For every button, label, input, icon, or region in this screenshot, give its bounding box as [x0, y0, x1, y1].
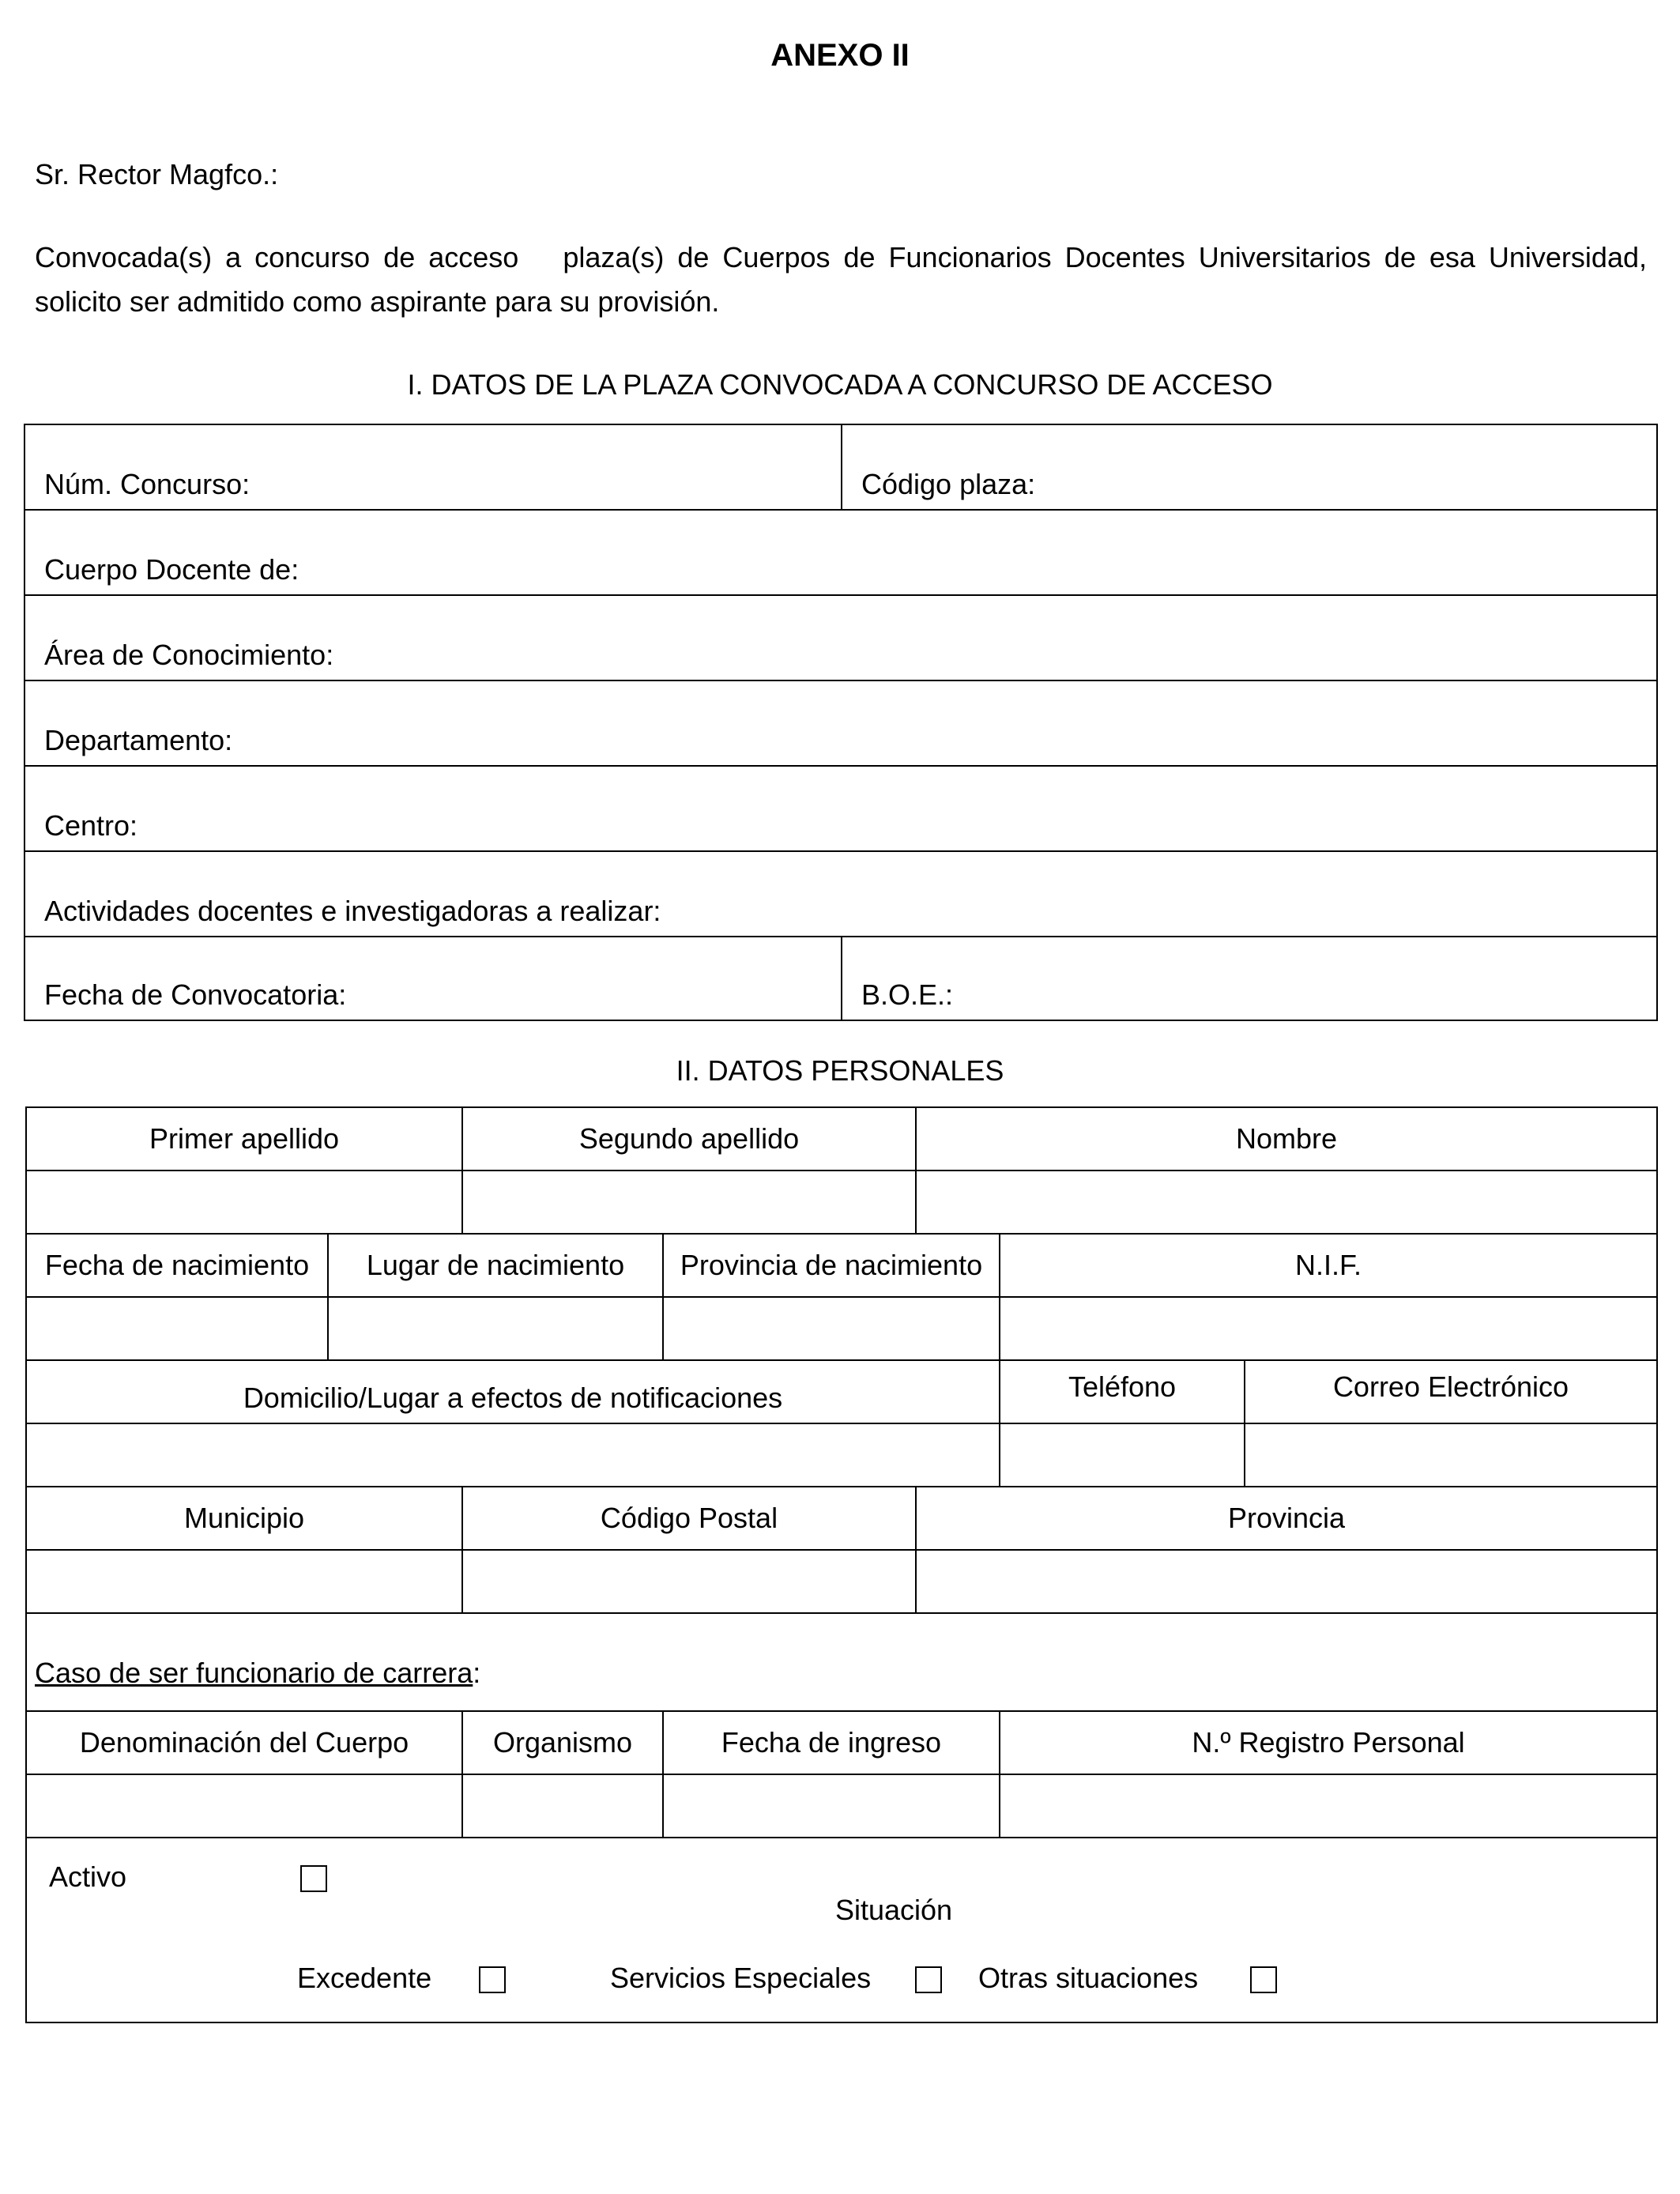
provincia-nacimiento-header: [664, 1235, 1000, 1298]
intro-part1: Convocada(s) a concurso de acceso: [35, 241, 519, 273]
otras-checkbox[interactable]: [1250, 1966, 1277, 1993]
codigo-postal-label: Código Postal: [600, 1502, 778, 1534]
segundo-apellido-header: [463, 1108, 917, 1171]
municipio-header: [27, 1487, 463, 1551]
caso-funcionario-colon: :: [473, 1657, 481, 1689]
fecha-convocatoria-label: Fecha de Convocatoria:: [44, 978, 347, 1011]
activo-checkbox[interactable]: [300, 1865, 327, 1892]
servicios-checkbox[interactable]: [915, 1966, 942, 1993]
actividades-label: Actividades docentes e investigadoras a realizar:: [44, 895, 661, 927]
section2-form: [25, 1106, 1658, 2023]
denominacion-label: Denominación del Cuerpo: [79, 1726, 409, 1759]
cuerpo-docente-label: Cuerpo Docente de:: [44, 553, 299, 586]
actividades-field[interactable]: [25, 852, 1656, 937]
servicios-label: Servicios Especiales: [610, 1962, 872, 1994]
segundo-apellido-input[interactable]: [463, 1171, 917, 1235]
correo-input[interactable]: [1245, 1424, 1656, 1487]
registro-input[interactable]: [1000, 1775, 1656, 1838]
fecha-ingreso-header: [664, 1712, 1000, 1775]
nombre-input[interactable]: [917, 1171, 1656, 1235]
registro-label: N.º Registro Personal: [1192, 1726, 1465, 1759]
fecha-ingreso-label: Fecha de ingreso: [721, 1726, 942, 1759]
lugar-nacimiento-input[interactable]: [329, 1298, 664, 1361]
domicilio-label: Domicilio/Lugar a efectos de notificaciones: [243, 1382, 783, 1414]
domicilio-header: [27, 1361, 1000, 1424]
cuerpo-docente-field[interactable]: [25, 511, 1656, 596]
primer-apellido-input[interactable]: [27, 1171, 463, 1235]
fecha-convocatoria-field[interactable]: [25, 937, 842, 1020]
num-concurso-field[interactable]: [25, 425, 842, 511]
num-concurso-label: Núm. Concurso:: [44, 468, 250, 500]
domicilio-input[interactable]: [27, 1424, 1000, 1487]
activo-label: Activo: [49, 1860, 127, 1893]
fecha-nacimiento-header: [27, 1235, 329, 1298]
intro-paragraph: [35, 236, 1647, 324]
denominacion-input[interactable]: [27, 1775, 463, 1838]
document-title: ANEXO II: [770, 38, 910, 73]
organismo-label: Organismo: [492, 1726, 633, 1759]
salutation: Sr. Rector Magfco.:: [35, 158, 279, 190]
fecha-ingreso-input[interactable]: [664, 1775, 1000, 1838]
centro-field[interactable]: [25, 767, 1656, 852]
fecha-nacimiento-label: Fecha de nacimiento: [44, 1249, 310, 1281]
correo-header: [1245, 1361, 1656, 1424]
lugar-nacimiento-label: Lugar de nacimiento: [366, 1249, 625, 1281]
area-field[interactable]: [25, 596, 1656, 681]
caso-funcionario-label: Caso de ser funcionario de carrera: [35, 1657, 473, 1689]
provincia-input[interactable]: [917, 1551, 1656, 1614]
municipio-label: Municipio: [183, 1502, 305, 1534]
primer-apellido-label: Primer apellido: [149, 1122, 340, 1155]
organismo-header: [463, 1712, 664, 1775]
codigo-postal-header: [463, 1487, 917, 1551]
centro-label: Centro:: [44, 809, 138, 842]
situacion-label: Situación: [834, 1894, 953, 1926]
codigo-plaza-label: Código plaza:: [861, 468, 1036, 500]
nif-label: N.I.F.: [1294, 1249, 1362, 1281]
otras-label: Otras situaciones: [978, 1962, 1199, 1994]
organismo-input[interactable]: [463, 1775, 664, 1838]
telefono-header: [1000, 1361, 1245, 1424]
boe-label: B.O.E.:: [861, 978, 954, 1011]
provincia-nacimiento-input[interactable]: [664, 1298, 1000, 1361]
correo-label: Correo Electrónico: [1332, 1370, 1569, 1403]
intro-part2: plaza(s) de Cuerpos de Funcionarios Docentes Universitarios de esa Universidad, solicito ser admitido como aspirante para su provisión.: [35, 241, 1647, 318]
registro-header: [1000, 1712, 1656, 1775]
nif-input[interactable]: [1000, 1298, 1656, 1361]
codigo-plaza-field[interactable]: [842, 425, 1656, 511]
municipio-input[interactable]: [27, 1551, 463, 1614]
denominacion-header: [27, 1712, 463, 1775]
telefono-label: Teléfono: [1068, 1370, 1177, 1403]
departamento-field[interactable]: [25, 681, 1656, 767]
fecha-nacimiento-input[interactable]: [27, 1298, 329, 1361]
excedente-label: Excedente: [297, 1962, 432, 1994]
caso-funcionario-row: [27, 1614, 1656, 1712]
departamento-label: Departamento:: [44, 724, 233, 756]
excedente-checkbox[interactable]: [479, 1966, 506, 1993]
telefono-input[interactable]: [1000, 1424, 1245, 1487]
nif-header: [1000, 1235, 1656, 1298]
provincia-nacimiento-label: Provincia de nacimiento: [680, 1249, 983, 1281]
section2-heading: II. DATOS PERSONALES: [676, 1054, 1004, 1087]
nombre-label: Nombre: [1235, 1122, 1338, 1155]
nombre-header: [917, 1108, 1656, 1171]
section1-form: [24, 424, 1658, 1021]
segundo-apellido-label: Segundo apellido: [578, 1122, 800, 1155]
section1-heading: I. DATOS DE LA PLAZA CONVOCADA A CONCURSO DE ACCESO: [407, 368, 1273, 401]
lugar-nacimiento-header: [329, 1235, 664, 1298]
codigo-postal-input[interactable]: [463, 1551, 917, 1614]
primer-apellido-header: [27, 1108, 463, 1171]
area-label: Área de Conocimiento:: [44, 639, 334, 671]
provincia-label: Provincia: [1227, 1502, 1346, 1534]
boe-field[interactable]: [842, 937, 1656, 1020]
provincia-header: [917, 1487, 1656, 1551]
